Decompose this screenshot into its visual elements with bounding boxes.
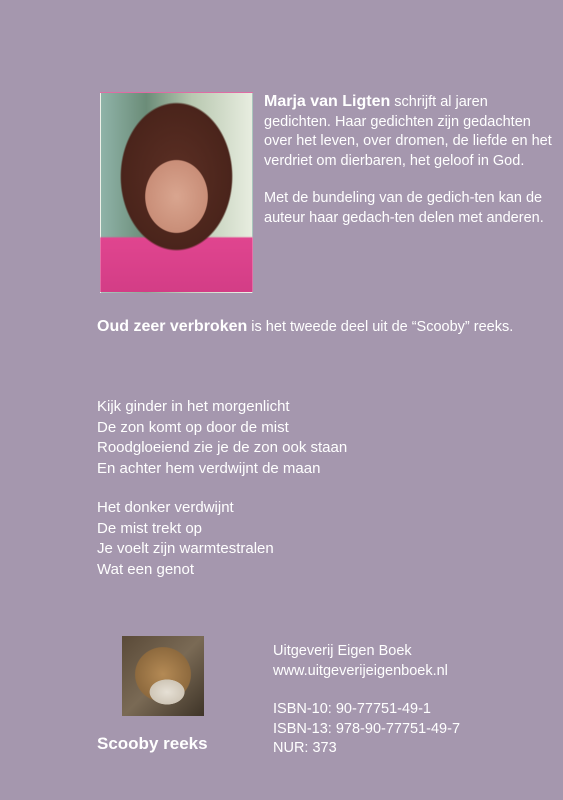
dog-photo [122,636,204,716]
author-photo [100,92,253,293]
bio-paragraph-2: Met de bundeling van de gedich-ten kan de auteur haar gedach-ten delen met anderen. [264,190,544,226]
poem-stanza [97,498,517,580]
poem [97,397,517,599]
poem-line: De zon komt op door de mist [97,418,289,436]
series-note [97,317,537,337]
nur-code: NUR: 373 [273,740,337,756]
poem-stanza [97,397,517,479]
publisher-name: Uitgeverij Eigen Boek [273,643,412,659]
publisher-info [273,642,553,759]
poem-line: Kijk ginder in het morgenlicht [97,398,290,415]
series-note-text: is het tweede deel uit de “Scooby” reeks. [247,319,514,335]
isbn-13: ISBN-13: 978-90-77751-49-7 [273,720,461,737]
poem-line: Het donker verdwijnt [97,499,234,516]
author-bio [264,92,554,246]
publisher-website: www.uitgeverijeigenboek.nl [273,662,448,679]
series-label: Scooby reeks [97,734,208,753]
bio-paragraph-1 [264,92,554,171]
isbn-10: ISBN-10: 90-77751-49-1 [273,701,431,717]
poem-line: Roodgloeiend zie je de zon ook staan [97,439,348,456]
book-title: Oud zeer verbroken [97,318,248,335]
poem-line: Wat een genot [97,560,195,578]
poem-line: Je voelt zijn warmtestralen [97,540,274,557]
bio-text: schrijft al jaren gedichten. Haar gedichten zijn gedachten over het leven, over dromen, de liefde en het verdriet om dierbaren, het geloof in God. [264,94,552,169]
poem-line: De mist trekt op [97,519,203,537]
author-name: Marja van Ligten [264,93,391,110]
poem-line: En achter hem verdwijnt de maan [97,459,321,477]
